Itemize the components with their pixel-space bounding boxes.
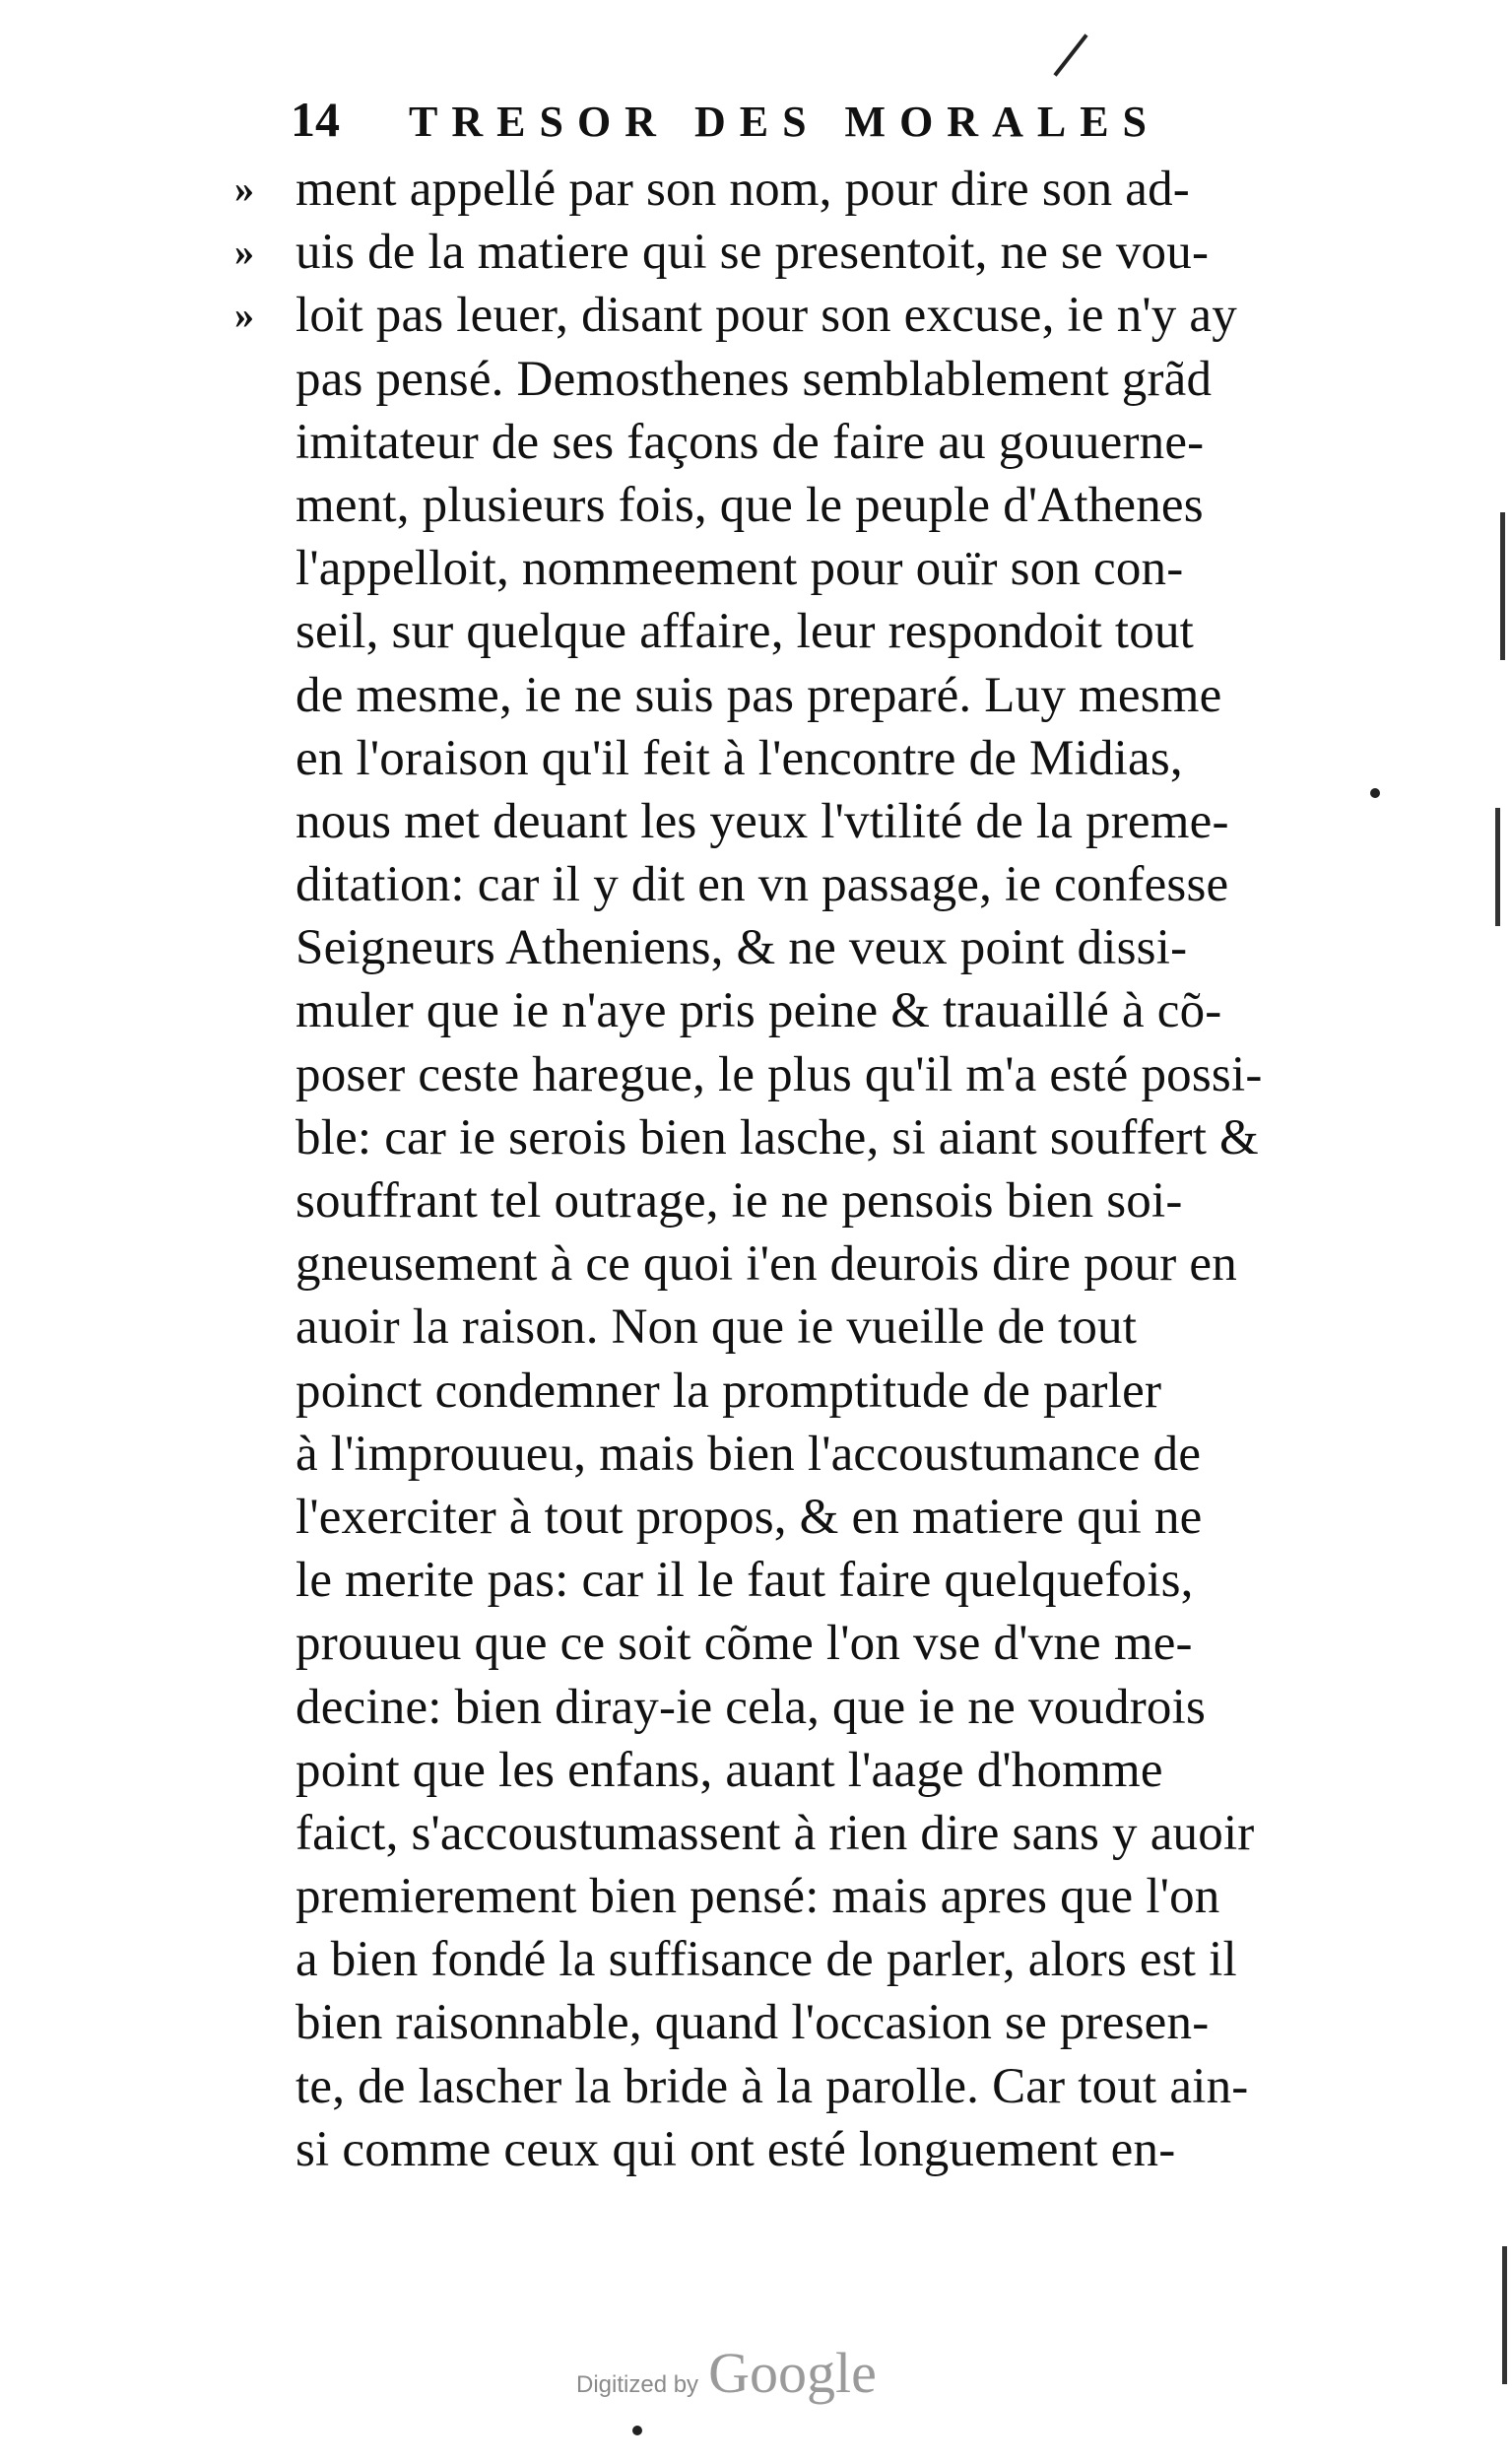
line-text: nous met deuant les yeux l'vtilité de la preme-	[296, 793, 1229, 849]
line-text: si comme ceux qui ont esté longuement en-	[296, 2121, 1176, 2177]
stray-pen-mark	[1053, 33, 1087, 76]
text-line	[234, 1676, 1377, 1739]
text-line	[234, 1549, 1377, 1612]
text-line	[234, 853, 1377, 916]
text-line	[234, 1865, 1377, 1928]
line-text: bien raisonnable, quand l'occasion se presen-	[296, 1995, 1210, 2051]
text-line	[234, 790, 1377, 853]
line-text: ment, plusieurs fois, que le peuple d'Athenes	[296, 477, 1204, 533]
text-line	[234, 1043, 1377, 1106]
quotation-marker: »	[234, 230, 254, 275]
text-line	[234, 1106, 1377, 1169]
line-text: Seigneurs Atheniens, & ne veux point dissi-	[296, 920, 1188, 976]
text-line	[234, 1802, 1377, 1865]
page-edge-mark	[1500, 512, 1505, 660]
line-text: ditation: car il y dit en vn passage, ie confesse	[296, 857, 1229, 913]
line-text: auoir la raison. Non que ie vueille de tout	[296, 1299, 1138, 1356]
body-text	[234, 158, 1377, 2181]
text-line	[234, 600, 1377, 663]
line-text: te, de lascher la bride à la parolle. Car tout ain-	[296, 2058, 1249, 2114]
line-text: faict, s'accoustumassent à rien dire sans y auoir	[296, 1805, 1255, 1861]
quotation-marker: »	[234, 293, 254, 338]
text-line	[234, 348, 1377, 411]
line-text: de mesme, ie ne suis pas preparé. Luy mesme	[296, 667, 1222, 723]
text-line	[234, 1991, 1377, 2054]
text-line	[234, 1486, 1377, 1549]
line-text: decine: bien diray-ie cela, que ie ne voudrois	[296, 1679, 1206, 1735]
line-text: en l'oraison qu'il feit à l'encontre de Midias,	[296, 730, 1183, 786]
text-line	[234, 1423, 1377, 1486]
line-text: le merite pas: car il le faut faire quelquefois,	[296, 1553, 1194, 1609]
line-text: prouueu que ce soit cõme l'on vse d'vne me-	[296, 1616, 1193, 1672]
text-line	[234, 1612, 1377, 1675]
text-line	[234, 1739, 1377, 1802]
text-line	[234, 2055, 1377, 2118]
line-text: poser ceste haregue, le plus qu'il m'a esté possi-	[296, 1046, 1263, 1102]
line-text: ment appellé par son nom, pour dire son ad-	[296, 162, 1190, 217]
text-line	[234, 664, 1377, 727]
line-text: loit pas leuer, disant pour son excuse, ie n'y ay	[296, 288, 1237, 344]
line-text: l'exerciter à tout propos, & en matiere qui ne	[296, 1489, 1203, 1545]
line-text: pas pensé. Demosthenes semblablement grãd	[296, 351, 1213, 407]
text-line	[234, 474, 1377, 537]
text-line	[234, 1232, 1377, 1296]
line-text: seil, sur quelque affaire, leur respondoit tout	[296, 604, 1195, 660]
text-line	[234, 284, 1377, 347]
page-number: 14	[291, 92, 340, 147]
line-text: gneusement à ce quoi i'en deurois dire pour en	[296, 1236, 1237, 1293]
line-text: muler que ie n'aye pris peine & trauaillé à cõ-	[296, 983, 1222, 1039]
text-line	[234, 221, 1377, 284]
text-line	[234, 916, 1377, 979]
line-text: souffrant tel outrage, ie ne pensois bien soi-	[296, 1173, 1183, 1229]
digitization-footer	[576, 2340, 931, 2409]
line-text: uis de la matiere qui se presentoit, ne se vou-	[296, 225, 1210, 281]
line-text: imitateur de ses façons de faire au gouuerne-	[296, 414, 1205, 470]
text-line	[234, 1360, 1377, 1423]
text-line	[234, 411, 1377, 474]
page-edge-mark	[1502, 2246, 1507, 2384]
text-line	[234, 1169, 1377, 1232]
text-line	[234, 158, 1377, 221]
running-title: TRESOR DES MORALES	[409, 98, 1161, 146]
page-edge-mark	[1495, 808, 1500, 926]
line-text: premierement bien pensé: mais apres que l'on	[296, 1869, 1220, 1925]
quotation-marker: »	[234, 166, 254, 211]
text-line	[234, 979, 1377, 1042]
page-header	[291, 91, 1394, 160]
google-logo: Google	[708, 2341, 877, 2405]
text-line	[234, 1928, 1377, 1991]
text-line	[234, 727, 1377, 790]
line-text: ble: car ie serois bien lasche, si aiant souffert &	[296, 1109, 1259, 1165]
text-line	[234, 1296, 1377, 1359]
text-line	[234, 537, 1377, 600]
line-text: a bien fondé la suffisance de parler, alors est il	[296, 1932, 1237, 1988]
line-text: poinct condemner la promptitude de parler	[296, 1363, 1162, 1419]
line-text: point que les enfans, auant l'aage d'homme	[296, 1742, 1163, 1798]
line-text: à l'improuueu, mais bien l'accoustumance de	[296, 1426, 1202, 1482]
line-text: l'appelloit, nommeement pour ouïr son con-	[296, 541, 1184, 597]
digitized-label: Digitized by	[576, 2371, 699, 2398]
ink-dot	[632, 2426, 642, 2435]
text-line	[234, 2118, 1377, 2181]
